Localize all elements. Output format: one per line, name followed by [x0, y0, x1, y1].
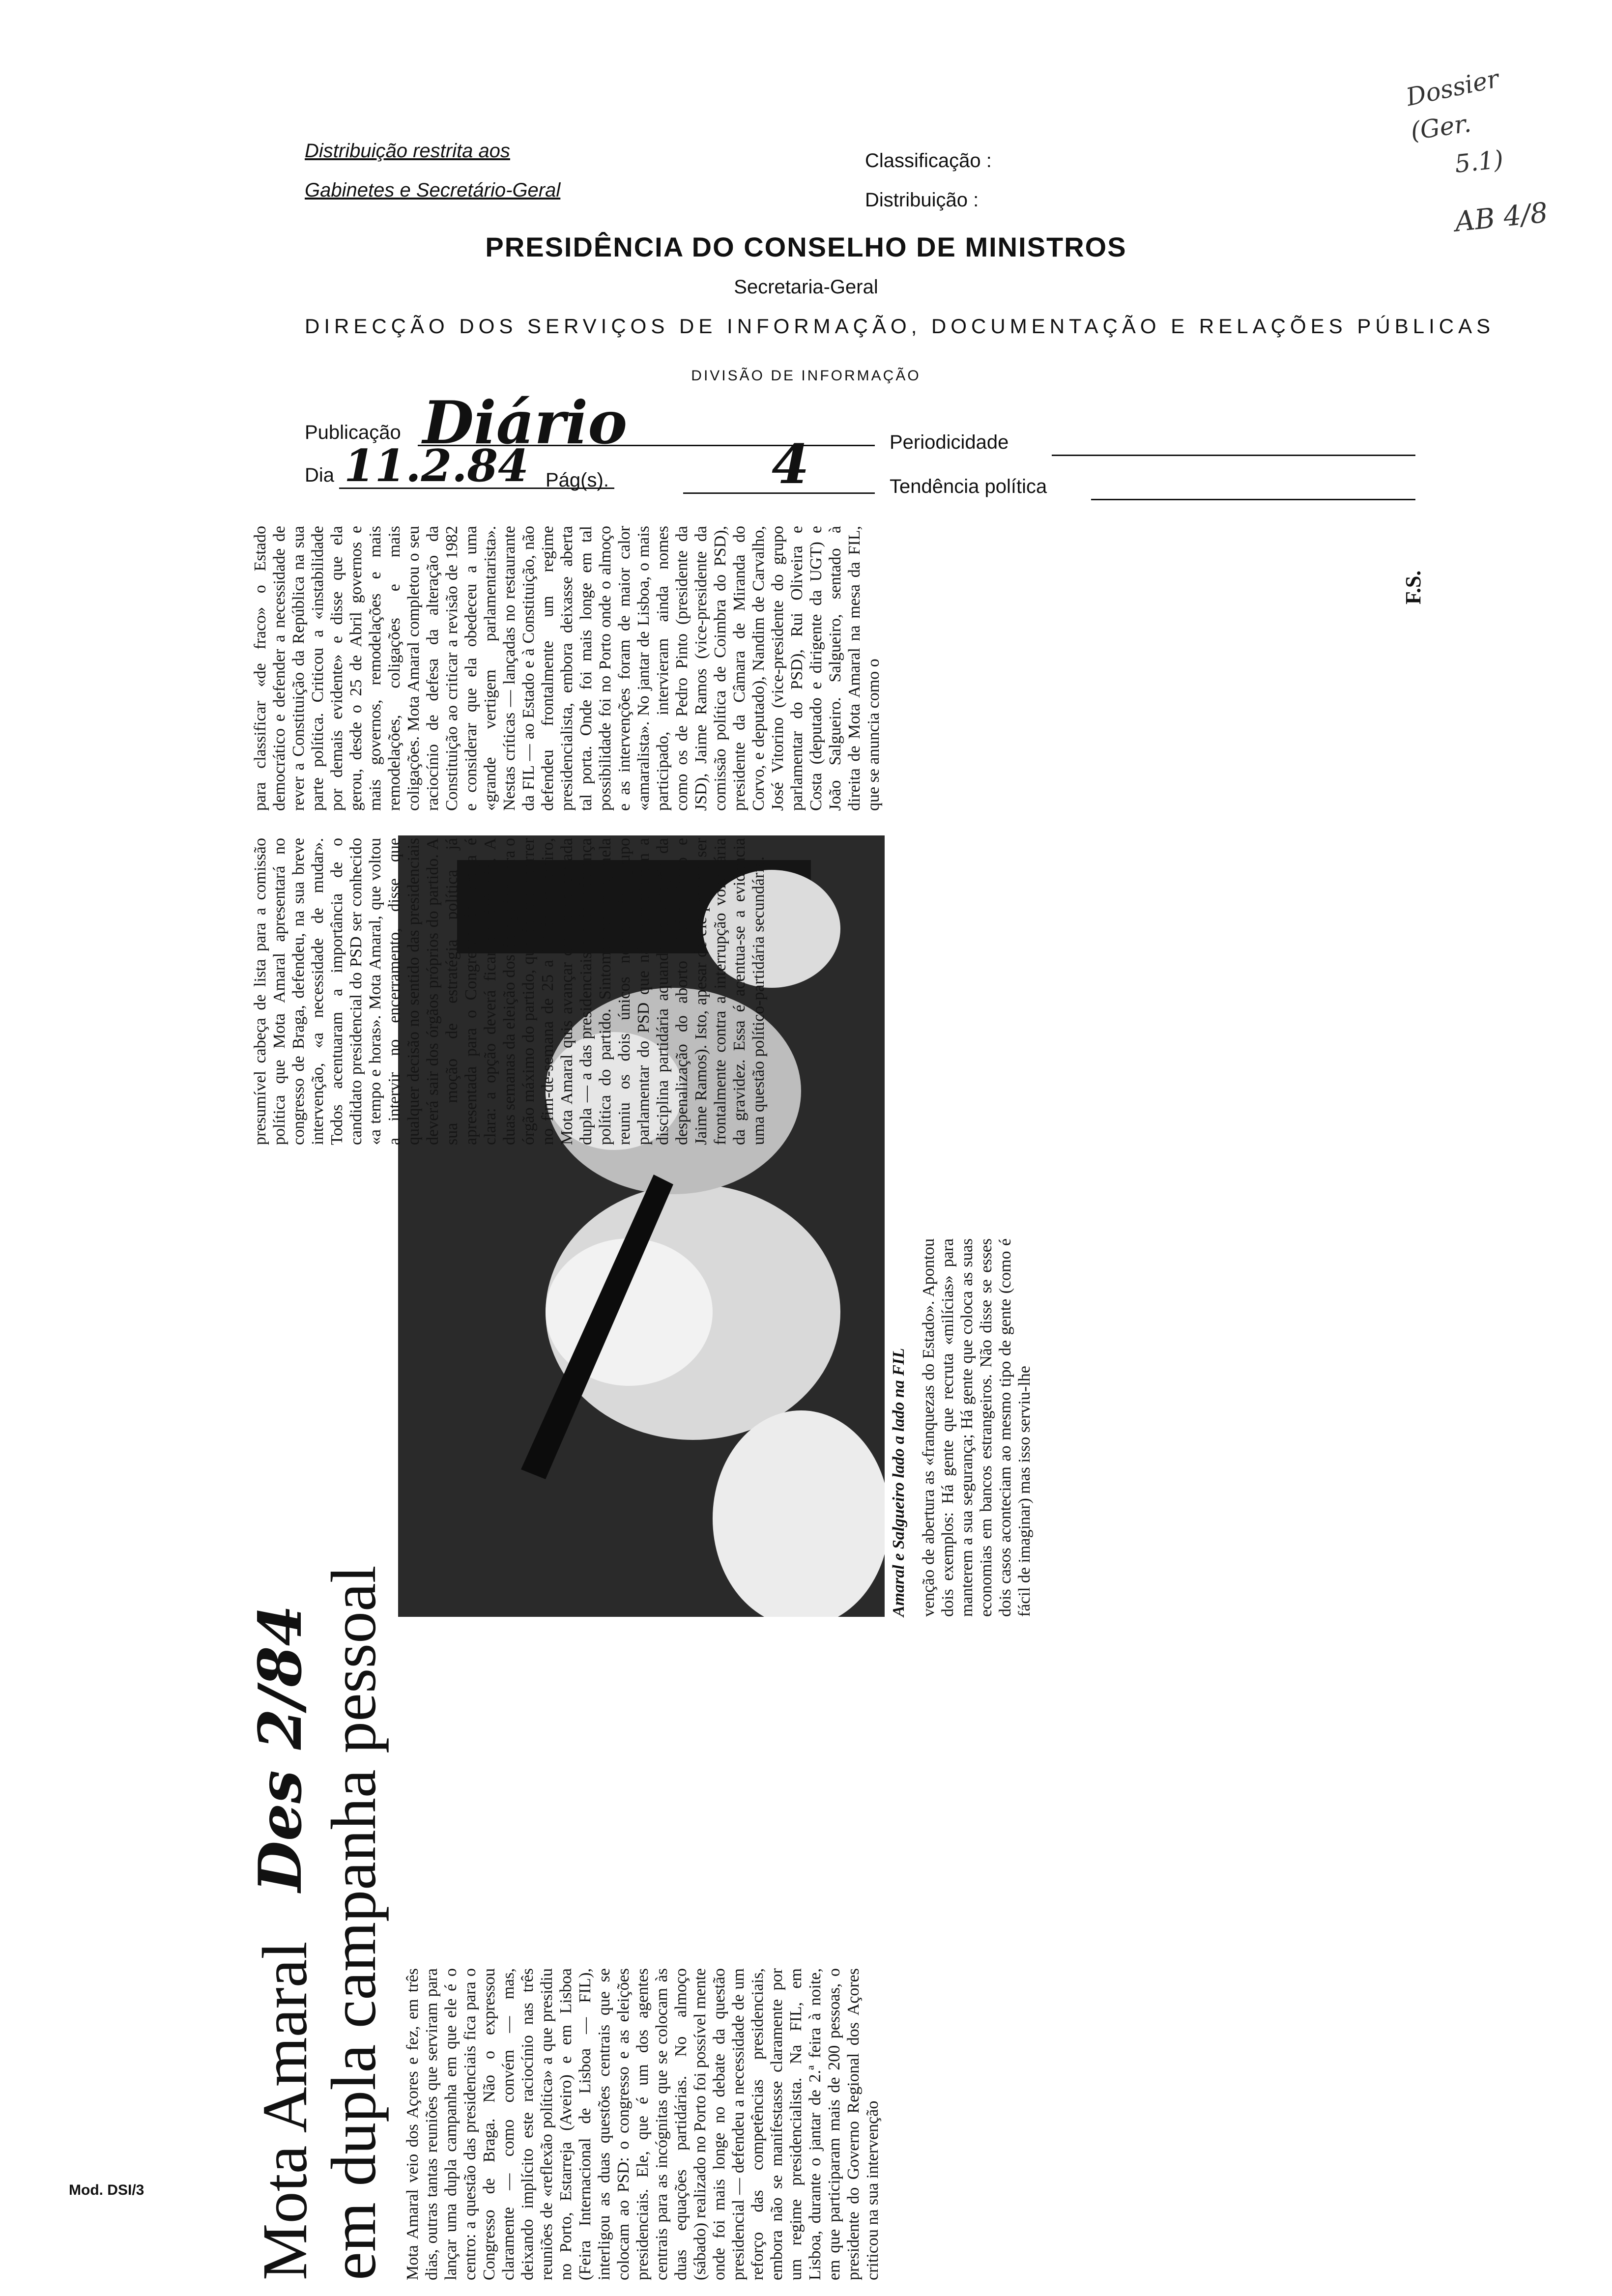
classification-label: Classificação : — [865, 150, 992, 172]
article-column-3: para classificar «de fraco» o Estado democrático e defender a necessidade de rever a Constituição da República na sua parte política. Criticou a «instabilidade por demais evidente» e disse que ela gerou, desde o 25 de Abril governos e mais governos, remodelações e mais remodelações, coligações e mais coligações. Mota Amaral completou o seu raciocínio de defesa da alteração da Constituição ao criticar a revisão de 1982 e considerar que ela obedeceu a uma «grande vertigem parlamentarista». Nestas críticas — lançadas no restaurante da FIL — ao Estado e à Constituição, não defendeu frontalmente um regime presidencialista, embora deixasse aberta tal porta. Onde foi mais longe em tal possibilidade foi no Porto onde o almoço e as intervenções foram de maior calor «amaralista». No jantar de Lisboa, o mais participado, intervieram ainda nomes como os de Pedro Pinto (presidente da JSD), Jaime Ramos (vice-presidente da comissão política de Coimbra do PSD), presidente da Câmara de Miranda do Corvo, e deputado), Nandim de Carvalho, José Vitorino (vice-presidente do grupo parlamentar do PSD), Rui Oliveira e Costa (deputado e dirigente da UGT) e João Salgueiro. Salgueiro, sentado à direita de Mota Amaral na mesa da FIL, que se anuncia como o — [251, 526, 883, 811]
distribution-line-1: Distribuição restrita aos — [305, 140, 510, 162]
margin-note-4: AB 4/8 — [1453, 197, 1550, 238]
document-subtitle: Secretaria-Geral — [734, 276, 878, 298]
tendency-line — [1091, 499, 1415, 500]
form-code: Mod. DSI/3 — [69, 2182, 144, 2198]
tendency-label: Tendência política — [890, 476, 1047, 497]
periodicity-label: Periodicidade — [890, 431, 1009, 453]
headline-line-1: Mota Amaral — [250, 1941, 320, 2280]
publication-value: Diário — [423, 388, 628, 458]
margin-note-1: Dossier — [1404, 64, 1501, 112]
pages-value: 4 — [772, 432, 809, 496]
distribution-label: Distribuição : — [865, 189, 979, 211]
department-line: DIRECÇÃO DOS SERVIÇOS DE INFORMAÇÃO, DOCUMENTAÇÃO E RELAÇÕES PÚBLICAS — [305, 315, 1495, 338]
margin-note-3: 5.1) — [1453, 144, 1505, 179]
distribution-line-2: Gabinetes e Secretário-Geral — [305, 179, 561, 201]
photo-caption: Amaral e Salgueiro lado a lado na FIL — [890, 1348, 908, 1617]
publication-label: Publicação — [305, 422, 401, 443]
document-title: PRESIDÊNCIA DO CONSELHO DE MINISTROS — [485, 231, 1127, 262]
day-value: 11.2.84 — [344, 440, 529, 492]
margin-note-2: (Ger. — [1409, 109, 1473, 146]
headline-line-2: em dupla campanha pessoal — [318, 1565, 389, 2280]
pages-label: Pág(s). — [546, 469, 609, 491]
article-signature: F.S. — [1401, 570, 1425, 604]
article-column-1: Mota Amaral veio dos Açores e fez, em três dias, outras tantas reuniões que serviram para lançar uma dupla campanha em que ele é o centro: a questão das presidenciais fica para o Congresso de Braga. Não o expressou claramente — como convém — mas, deixando implícito este raciocínio nas três reuniões de «reflexão política» a que presidiu no Porto, Estarreja (Aveiro) e em Lisboa (Feira Internacional de Lisboa — FIL), interligou as duas questões centrais que se colocam ao PSD: o congresso e as eleições presidenciais. Ele, que é um dos agentes centrais para as incógnitas que se colocam às duas equações partidárias. No almoço (sábado) realizado no Porto foi possível mente onde foi mais longe no debate da questão presidencial — defendeu a necessidade de um reforço das competências presidenciais, embora não se manifestasse claramente por um regime presidencialista. Na FIL, em Lisboa, durante o jantar de 2.ª feira à noite, em que participaram mais de 200 pessoas, o presidente do Governo Regional dos Açores criticou na sua intervenção — [403, 1968, 882, 2280]
newspaper-clipping-upper — [246, 506, 1445, 1145]
article-column-4: presumível cabeça de lista para a comissão política que Mota Amaral apresentará no congresso de Braga, defendeu, na sua breve intervenção, «a necessidade de mudar». Todos acentuaram a importância de o candidato presidencial do PSD ser conhecido «a tempo e horas». Mota Amaral, que voltou a intervir no encerramento, disse que qualquer decisão no sentido das presidenciais deverá sair dos órgãos próprios do partido. A sua moção de estratégia política já apresentada para o Congresso de Braga é clara: a opção deverá ficar ali definida. A duas semanas da eleição dos delegados para o órgão máximo do partido, que deverá ocorrer no fim-de-semana de 25 a 26 de Fevereiro, Mota Amaral quis avançar com uma cartada dupla — a das presidenciais e a da liderança política do partido. Sintomaticamente, nela reuniu os dois únicos nomes do grupo parlamentar do PSD que não respeitaram a disciplina partidária aquando da votação da despenalização do aborto (Pedro Pinto e Jaime Ramos). Isto, apesar de ele próprio ser frontalmente contra a interrupção voluntária da gravidez. Essa é acentua-se a evidência uma questão político-partidária secundária. — [251, 838, 768, 1145]
periodicity-line — [1052, 455, 1415, 456]
article-column-2: venção de abertura as «franquezas do Estado». Apontou dois exemplos: Há gente que recruta «milícias» para manterem a sua segurança; Há gente que coloca as suas economias em bancos estrangeiros. Não disse se esses dois casos aconteciam ao mesmo tipo de gente (como é fácil de imaginar) mas isso serviu-lhe — [920, 1238, 1034, 1617]
day-label: Dia — [305, 464, 335, 486]
handwritten-reference: Des 2/84 — [246, 1605, 315, 1892]
division-line: DIVISÃO DE INFORMAÇÃO — [691, 368, 921, 384]
